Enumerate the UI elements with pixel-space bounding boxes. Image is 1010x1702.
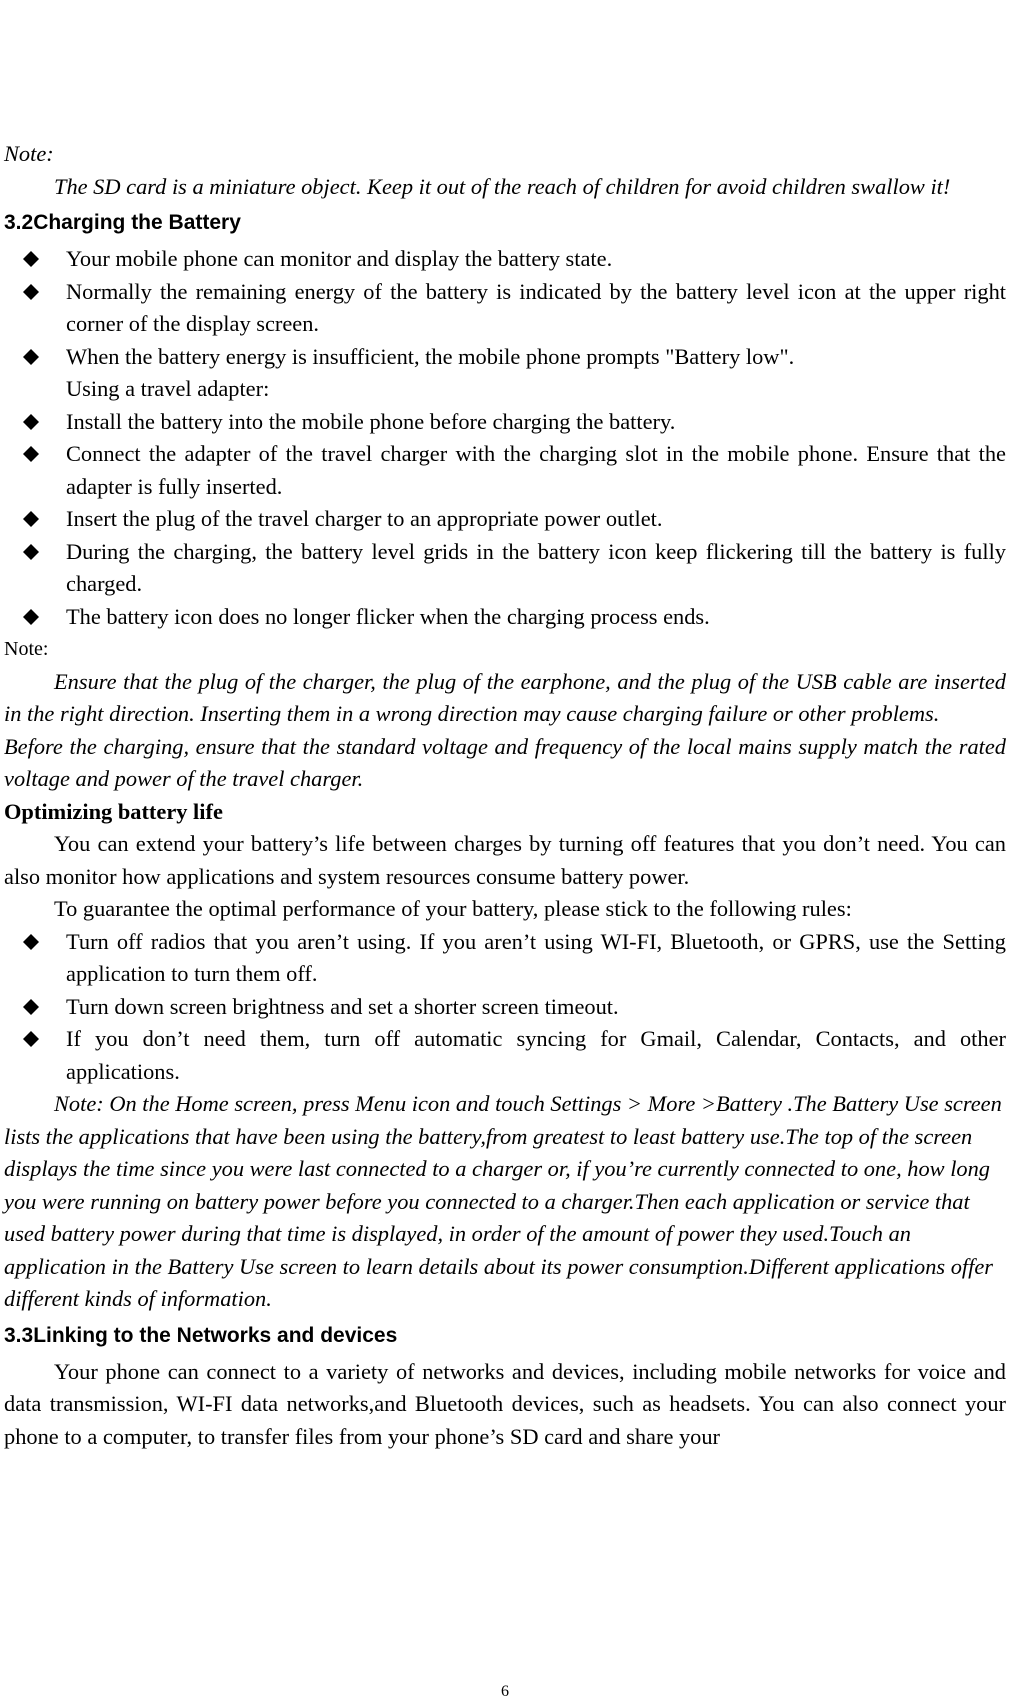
diamond-bullet-icon <box>23 349 39 365</box>
list-item <box>4 406 1006 439</box>
list-item-text: Normally the remaining energy of the battery is indicated by the battery level icon at the upper right corner of the display screen. <box>66 278 1006 336</box>
list-item-text: The battery icon does no longer flicker when the charging process ends. <box>66 603 710 629</box>
charging-note-text-2: Before the charging, ensure that the standard voltage and frequency of the local mains supply match the rated voltage and power of the travel charger. <box>4 733 1006 791</box>
optimizing-paragraph-1: You can extend your battery’s life between charges by turning off features that you don’t need. You can also monitor how applications and system resources consume battery power. <box>4 831 1006 889</box>
networks-paragraph: Your phone can connect to a variety of networks and devices, including mobile networks for voice and data transmission, WI-FI data networks,and Bluetooth devices, such as headsets. You can also connect your phone to a computer, to transfer files from your phone’s SD card and share your <box>4 1358 1006 1449</box>
list-item-text: When the battery energy is insufficient, the mobile phone prompts "Battery low". <box>66 343 795 369</box>
list-item-text: Your mobile phone can monitor and display the battery state. <box>66 246 613 271</box>
list-item-text: During the charging, the battery level grids in the battery icon keep flickering till the battery is fully charged. <box>66 538 1006 596</box>
list-item <box>4 1023 1006 1088</box>
diamond-bullet-icon <box>23 999 39 1015</box>
list-item <box>4 536 1006 601</box>
list-item-text: If you don’t need them, turn off automatic syncing for Gmail, Calendar, Contacts, and other applications. <box>66 1026 1006 1084</box>
list-item <box>4 503 1006 536</box>
section-heading-charging: 3.2Charging the Battery <box>4 211 241 234</box>
list-item <box>4 991 1006 1024</box>
diamond-bullet-icon <box>23 511 39 527</box>
diamond-bullet-icon <box>23 544 39 560</box>
sd-card-note: The SD card is a miniature object. Keep it out of the reach of children for avoid children swallow it! <box>54 173 951 199</box>
battery-use-note: Note: On the Home screen, press Menu icon and touch Settings > More >Battery .The Battery Use screen lists the applications that have been using the battery,from greatest to least battery use.The top of the screen displays the time since you were last connected to a charger or, if you’re currently connected to one, how long you were running on battery power before you connected to a charger.Then each application or service that used battery power during that time is displayed, in order of the amount of power they used.Touch an application in the Battery Use screen to learn details about its power consumption.Different applications offer different kinds of information. <box>4 1091 1002 1311</box>
section-heading-networks: 3.3Linking to the Networks and devices <box>4 1323 398 1347</box>
page-number: 6 <box>501 1683 509 1700</box>
document-page <box>4 138 1006 1453</box>
diamond-bullet-icon <box>23 446 39 462</box>
list-item-text: Connect the adapter of the travel charger with the charging slot in the mobile phone. Ensure that the adapter is fully inserted. <box>66 441 1006 499</box>
list-item <box>4 601 1006 634</box>
list-item-text: Insert the plug of the travel charger to an appropriate power outlet. <box>66 506 663 531</box>
diamond-bullet-icon <box>23 934 39 950</box>
travel-adapter-label <box>4 373 1006 406</box>
charging-note-label: Note: <box>4 638 49 660</box>
list-item <box>4 243 1006 276</box>
optimizing-heading: Optimizing battery life <box>4 798 223 824</box>
diamond-bullet-icon <box>23 609 39 625</box>
diamond-bullet-icon <box>23 251 39 267</box>
list-item <box>4 926 1006 991</box>
list-item <box>4 341 1006 374</box>
diamond-bullet-icon <box>23 1031 39 1047</box>
optimizing-bullet-list <box>4 926 1006 1089</box>
note-label: Note: <box>4 141 54 166</box>
list-item-text: Using a travel adapter: <box>66 376 270 401</box>
list-item-text: Turn off radios that you aren’t using. If you aren’t using WI-FI, Bluetooth, or GPRS, use the Setting application to turn them off. <box>66 928 1006 986</box>
list-item-text: Install the battery into the mobile phone before charging the battery. <box>66 408 676 434</box>
optimizing-paragraph-2: To guarantee the optimal performance of your battery, please stick to the following rules: <box>54 896 852 921</box>
charging-bullet-list-a <box>4 243 1006 633</box>
charging-note-text-1: Ensure that the plug of the charger, the plug of the earphone, and the plug of the USB cable are inserted in the right direction. Inserting them in a wrong direction may cause charging failure or other problems. <box>4 668 1006 726</box>
list-item <box>4 438 1006 503</box>
diamond-bullet-icon <box>23 284 39 300</box>
diamond-bullet-icon <box>23 414 39 430</box>
list-item-text: Turn down screen brightness and set a shorter screen timeout. <box>66 993 619 1019</box>
list-item <box>4 276 1006 341</box>
